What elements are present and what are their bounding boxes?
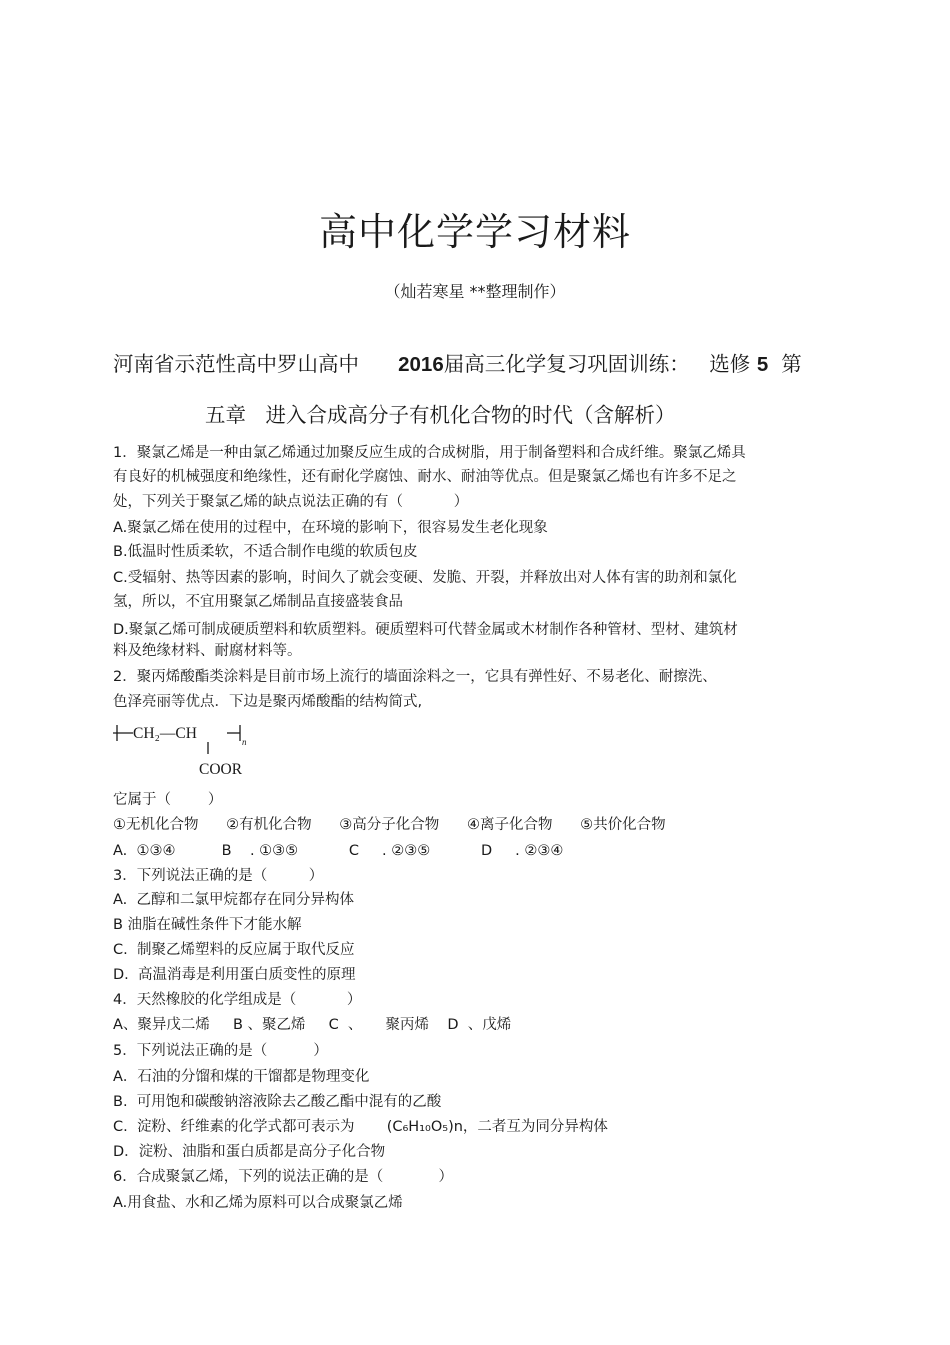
q1-option-d-line2: 料及绝缘材料、耐腐材料等。 [113,643,302,659]
q3-option-b: B 油脂在碱性条件下才能水解 [113,917,302,933]
heading-year: 2016 [398,353,444,376]
q1-option-c-line2: 氢，所以，不宜用聚氯乙烯制品直接盛装食品 [113,594,403,610]
heading-ordinal: 第 [781,352,802,376]
heading-course: 届高三化学复习巩固训练： [443,352,690,376]
formula-ester-group: COOR [199,761,243,778]
q2-stem-line1: 2．聚丙烯酸酯类涂料是目前市场上流行的墙面涂料之一，它具有弹性好、不易老化、耐擦洗、 [113,669,717,685]
heading-elective-number: 5 [756,353,769,376]
q2-stem-line3: 它属于（ ） [113,792,223,808]
q5-option-d: D．淀粉、油脂和蛋白质都是高分子化合物 [113,1144,386,1160]
exercise-heading-line1 [113,351,802,378]
formula-subscript-n: n [242,737,247,747]
q1-option-a: A.聚氯乙烯在使用的过程中，在环境的影响下，很容易发生老化现象 [113,520,548,536]
document-title: 高中化学学习材料 [318,210,631,254]
q5-option-c: C. 淀粉、纤维素的化学式都可表示为 (C₆H₁₀O₅)n，二者互为同分异构体 [113,1119,608,1135]
q1-stem-line3: 处，下列关于聚氯乙烯的缺点说法正确的有（ ） [113,494,469,510]
q4-options: A、聚异戊二烯 B 、聚乙烯 C 、 聚丙烯 D 、戊烯 [113,1017,512,1033]
exercise-heading-line2: 五章 进入合成高分子有机化合物的时代（含解析） [205,403,676,427]
formula-repeat-unit: CH₂—CH [133,725,197,742]
heading-elective: 选修 [709,352,751,376]
q2-stem-line2: 色泽亮丽等优点．下边是聚丙烯酸酯的结构简式, [113,694,423,710]
q6-stem: 6．合成聚氯乙烯，下列的说法正确的是（ ） [113,1169,454,1185]
q4-stem: 4．天然橡胶的化学组成是（ ） [113,992,362,1008]
q3-option-a: A. 乙醇和二氯甲烷都存在同分异构体 [113,892,354,908]
heading-school: 河南省示范性高中罗山高中 [113,352,359,376]
q1-stem-line2: 有良好的机械强度和绝缘性，还有耐化学腐蚀、耐水、耐油等优点。但是聚氯乙烯也有许多不足之 [113,469,737,485]
q5-option-b: B. 可用饱和碳酸钠溶液除去乙酸乙酯中混有的乙酸 [113,1094,442,1110]
q1-option-c-line1: C.受辐射、热等因素的影响，时间久了就会变硬、发脆、开裂，并释放出对人体有害的助剂和氯化 [113,570,737,586]
q2-choice-list: ①无机化合物 ②有机化合物 ③高分子化合物 ④离子化合物 ⑤共价化合物 [113,817,666,833]
q5-stem: 5．下列说法正确的是（ ） [113,1043,328,1059]
q6-option-a: A.用食盐、水和乙烯为原料可以合成聚氯乙烯 [113,1195,403,1211]
q2-answer-options: A. ①③④ B . ①③⑤ C . ②③⑤ D . ②③④ [113,843,564,859]
q1-stem-line1: 1．聚氯乙烯是一种由氯乙烯通过加聚反应生成的合成树脂，用于制备塑料和合成纤维。聚氯乙烯具 [113,445,746,461]
q5-option-a: A．石油的分馏和煤的干馏都是物理变化 [113,1069,370,1085]
q3-option-c: C. 制聚乙烯塑料的反应属于取代反应 [113,942,355,958]
q3-stem: 3．下列说法正确的是（ ） [113,868,324,884]
q1-option-d-line1: D.聚氯乙烯可制成硬质塑料和软质塑料。硬质塑料可代替金属或木材制作各种管材、型材、建筑材 [113,622,738,638]
polyacrylate-structural-formula [113,722,273,782]
q1-option-b: B.低温时性质柔软，不适合制作电缆的软质包皮 [113,544,418,560]
document-subtitle: （灿若寒星 **整理制作） [384,282,566,301]
q3-option-d: D. 高温消毒是利用蛋白质变性的原理 [113,967,356,983]
